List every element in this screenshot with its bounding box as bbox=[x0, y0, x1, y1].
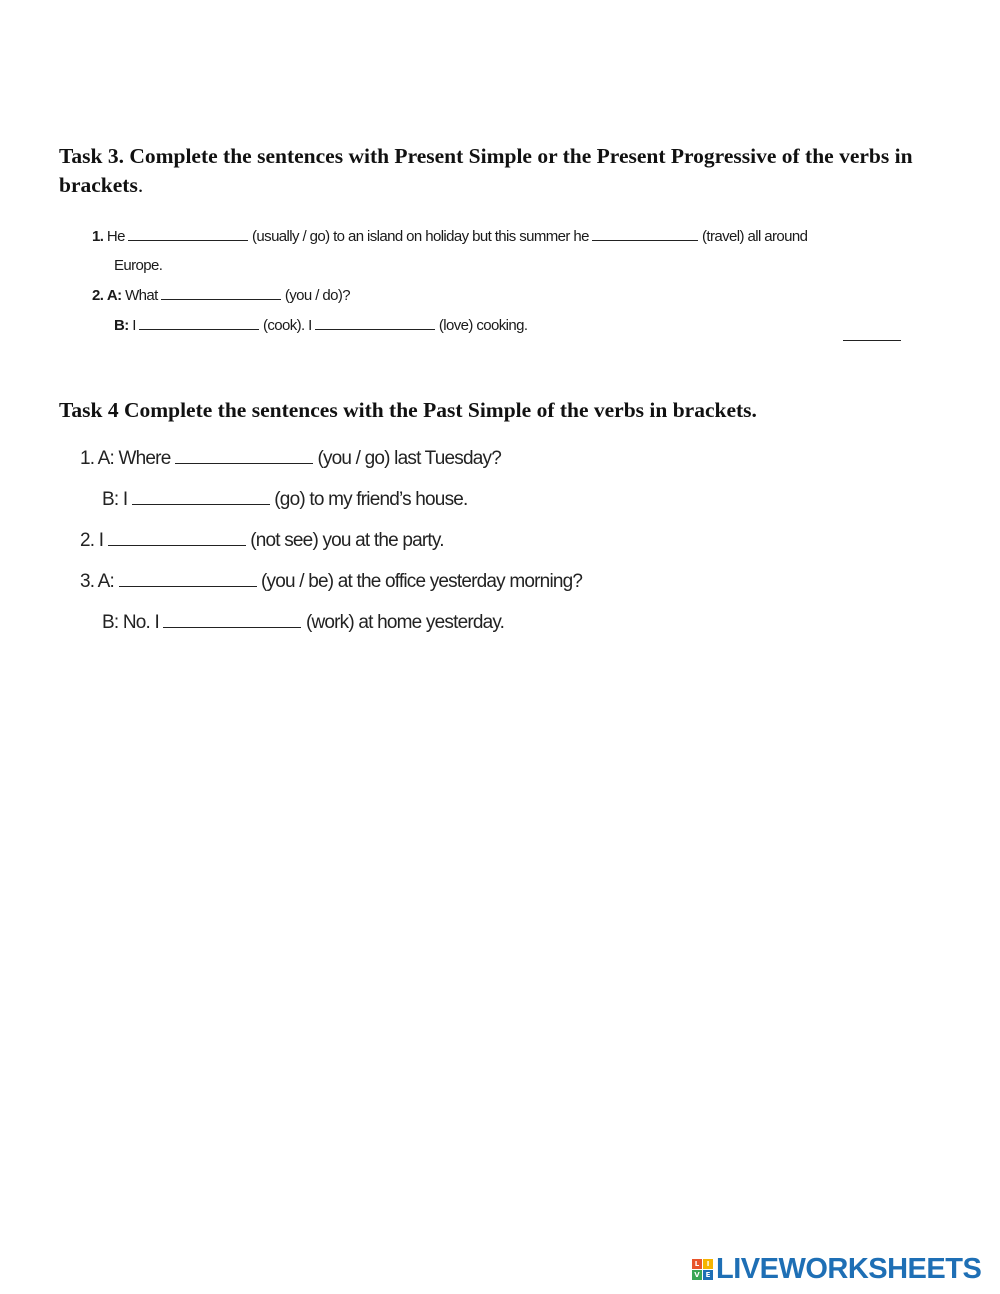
logo-mark-icon bbox=[692, 1259, 713, 1280]
task4-item-2: 2. I (not see) you at the party. bbox=[80, 530, 444, 551]
logo-mark-tile: E bbox=[703, 1270, 713, 1280]
answer-blank[interactable] bbox=[119, 569, 257, 587]
task3-title: Task 3. Complete the sentences with Present Simple or the Present Progressive of the verbs in brackets. bbox=[59, 144, 913, 197]
logo-mark-tile: I bbox=[703, 1259, 713, 1269]
answer-blank[interactable] bbox=[175, 446, 313, 464]
answer-blank[interactable] bbox=[128, 226, 248, 241]
stray-underline bbox=[843, 340, 901, 341]
task3-item1-line1: 1. He (usually / go) to an island on holiday but this summer he (travel) all around bbox=[92, 228, 808, 245]
answer-blank[interactable] bbox=[161, 285, 281, 300]
logo-text: LIVEWORKSHEETS bbox=[716, 1253, 982, 1285]
task4-item-3b: B: No. I (work) at home yesterday. bbox=[102, 612, 505, 633]
task4-item-3a: 3. A: (you / be) at the office yesterday morning? bbox=[80, 571, 583, 592]
task3-item2-line-b: B: I (cook). I (love) cooking. bbox=[114, 317, 528, 334]
answer-blank[interactable] bbox=[139, 315, 259, 330]
answer-blank[interactable] bbox=[108, 528, 246, 546]
answer-blank[interactable] bbox=[315, 315, 435, 330]
task4-item-1b: B: I (go) to my friend’s house. bbox=[102, 489, 468, 510]
task3-item1-line2: Europe. bbox=[114, 257, 163, 274]
task3-item2-line-a: 2. A: What (you / do)? bbox=[92, 287, 350, 304]
logo-mark-tile: L bbox=[692, 1259, 702, 1269]
task4-item-1a: 1. A: Where (you / go) last Tuesday? bbox=[80, 448, 502, 469]
task4-title: Task 4 Complete the sentences with the Past Simple of the verbs in brackets. bbox=[59, 398, 757, 422]
answer-blank[interactable] bbox=[163, 610, 301, 628]
logo-mark-tile: V bbox=[692, 1270, 702, 1280]
answer-blank[interactable] bbox=[592, 226, 698, 241]
answer-blank[interactable] bbox=[132, 487, 270, 505]
liveworksheets-logo[interactable] bbox=[692, 1254, 981, 1284]
